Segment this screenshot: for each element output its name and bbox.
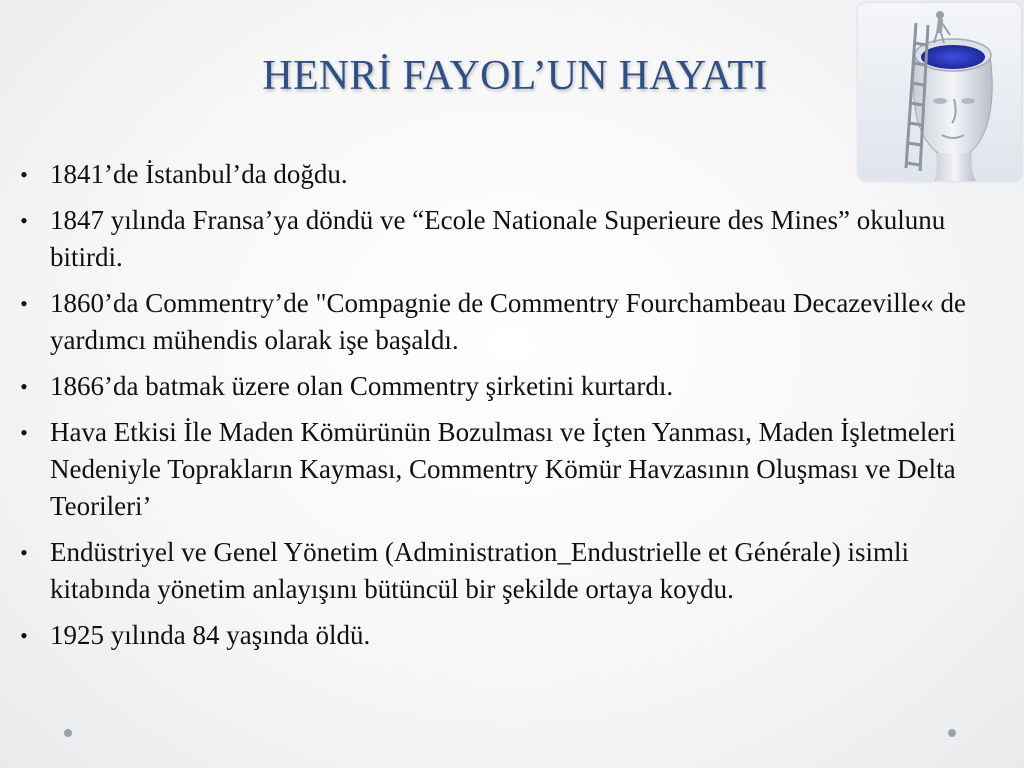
decorative-dot-right <box>948 729 956 737</box>
bullet-icon: • <box>20 374 28 399</box>
list-item-text: 1841’de İstanbul’da doğdu. <box>50 159 348 189</box>
bullet-list <box>14 156 989 663</box>
head-with-ladder-icon <box>858 3 1021 181</box>
list-item-text: 1866’da batmak üzere olan Commentry şirketini kurtardı. <box>50 371 674 401</box>
decorative-dot-left <box>64 729 72 737</box>
list-item-text: Hava Etkisi İle Maden Kömürünün Bozulması ve İçten Yanması, Maden İşletmeleri Nedeniyle Toprakların Kayması, Commentry Kömür Havzasının Oluşması ve Delta Teorileri’ <box>50 417 956 521</box>
list-item <box>14 156 989 193</box>
head-illustration <box>858 3 1021 181</box>
bullet-icon: • <box>20 208 28 233</box>
bullet-icon: • <box>20 420 28 445</box>
list-item-text: 1860’da Commentry’de "Compagnie de Commentry Fourchambeau Decazeville« de yardımcı mühendis olarak işe başaldı. <box>50 288 966 355</box>
list-item <box>14 202 989 276</box>
bullet-icon: • <box>20 291 28 316</box>
list-item <box>14 617 989 654</box>
list-item-text: 1925 yılında 84 yaşında öldü. <box>50 620 371 650</box>
bullet-icon: • <box>20 623 28 648</box>
bullet-icon: • <box>20 540 28 565</box>
list-item <box>14 414 989 525</box>
list-item-text: Endüstriyel ve Genel Yönetim (Administration_Endustrielle et Générale) isimli kitabında yönetim anlayışını bütüncül bir şekilde ortaya koydu. <box>50 537 910 604</box>
slide-title: HENRİ FAYOL’UN HAYATI <box>262 53 768 99</box>
list-item <box>14 534 989 608</box>
list-item <box>14 285 989 359</box>
bullet-icon: • <box>20 162 28 187</box>
list-item-text: 1847 yılında Fransa’ya döndü ve “Ecole Nationale Superieure des Mines” okulunu bitirdi. <box>50 205 946 272</box>
list-item <box>14 368 989 405</box>
